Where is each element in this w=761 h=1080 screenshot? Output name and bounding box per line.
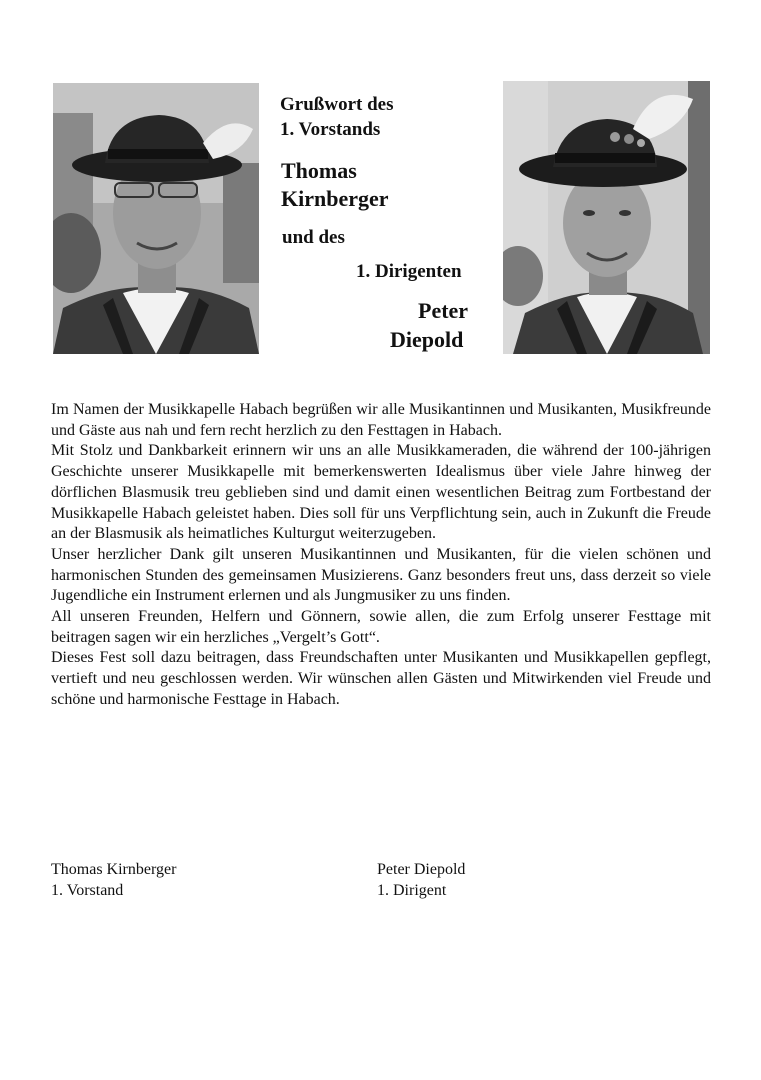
heading-conjunction: und des (282, 227, 345, 248)
signature-left (51, 859, 176, 901)
signature-right (377, 859, 465, 901)
portrait-thomas-kirnberger (53, 83, 259, 354)
signature-left-role: 1. Vorstand (51, 882, 124, 899)
body-paragraph: All unseren Freunden, Helfern und Gönnern, sowie allen, die zum Erfolg unserer Festtage mit beitragen sagen wir ein herzliches „Vergelt’s Gott“. (51, 608, 711, 646)
heading-name2-last: Diepold (390, 327, 464, 352)
heading-name1-last: Kirnberger (281, 186, 389, 211)
heading-role-conductor: 1. Dirigenten (356, 261, 462, 282)
heading-name2-first: Peter (418, 298, 469, 323)
letter-body (51, 400, 711, 711)
body-paragraph: Im Namen der Musikkapelle Habach begrüßen wir alle Musikantinnen und Musikanten, Musikfreunde und Gäste aus nah und fern recht herzlich zu den Festtagen in Habach. (51, 401, 711, 439)
portrait-peter-diepold (503, 81, 710, 354)
heading-role-chairman: 1. Vorstands (280, 119, 381, 140)
heading-name1-first: Thomas (281, 158, 357, 183)
body-paragraph: Unser herzlicher Dank gilt unseren Musikantinnen und Musikanten, für die vielen schönen und harmonischen Stunden des gemeinsamen Musizierens. Ganz besonders freut uns, dass derzeit so viele Jugendliche ein Instrument erlernen und als Jungmusiker zu uns finden. (51, 545, 711, 605)
signature-left-name: Thomas Kirnberger (51, 861, 177, 878)
signature-right-name: Peter Diepold (377, 861, 466, 878)
body-paragraph: Dieses Fest soll dazu beitragen, dass Freundschaften unter Musikanten und Musikkapellen gepflegt, vertieft und neu geschlossen werden. Wir wünschen allen Gästen und Mitwirkenden viel Freude und schöne und harmonische Festtage in Habach. (51, 649, 711, 708)
body-paragraph: Mit Stolz und Dankbarkeit erinnern wir uns an alle Musikkameraden, die während der 100-jährigen Geschichte unserer Musikkapelle mit bemerkenswerten Idealismus über viele Jahre hinweg der dörflichen Blasmusik treu geblieben sind und damit einen wesentlichen Beitrag zum Fortbestand der Musikkapelle Habach geleistet haben. Dies soll für uns Verpflichtung sein, auch in Zukunft die Freude an der Blasmusik als heimatliches Kulturgut weiterzugeben. (51, 442, 711, 543)
heading-greeting: Grußwort des (280, 94, 394, 115)
signature-right-role: 1. Dirigent (377, 882, 447, 899)
